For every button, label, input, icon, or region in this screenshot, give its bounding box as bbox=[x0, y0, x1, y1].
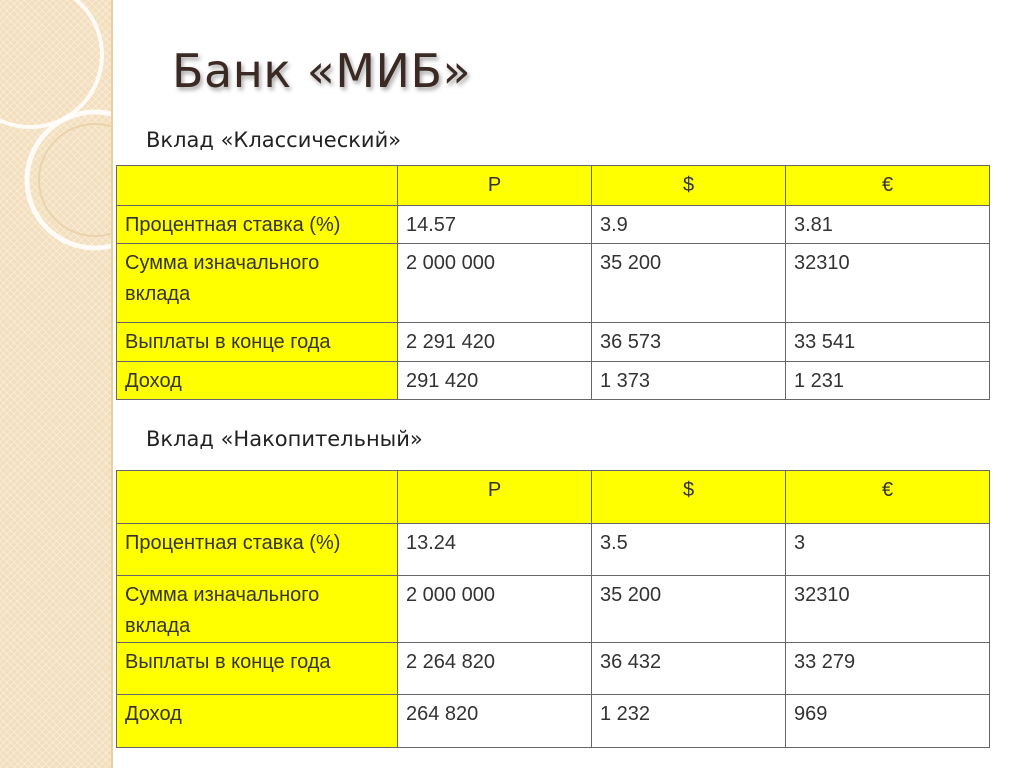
row-label: Процентная ставка (%) bbox=[117, 524, 398, 576]
cell-value: 2 000 000 bbox=[398, 576, 592, 643]
cell-value: 35 200 bbox=[592, 576, 786, 643]
currency-eur-header: € bbox=[786, 166, 990, 206]
cell-value: 291 420 bbox=[398, 362, 592, 400]
decorative-circles bbox=[0, 0, 113, 260]
page-title: Банк «МИБ» bbox=[172, 44, 472, 98]
cell-value: 3.9 bbox=[592, 206, 786, 244]
currency-usd-header: $ bbox=[592, 471, 786, 524]
deposit-table-savings bbox=[116, 470, 990, 748]
deposit-title-classic: Вклад «Классический» bbox=[146, 128, 402, 152]
cell-value: 13.24 bbox=[398, 524, 592, 576]
cell-value: 3 bbox=[786, 524, 990, 576]
cell-value: 264 820 bbox=[398, 695, 592, 748]
cell-value: 14.57 bbox=[398, 206, 592, 244]
row-label: Процентная ставка (%) bbox=[117, 206, 398, 244]
table-header-row bbox=[117, 471, 990, 524]
cell-value: 2 291 420 bbox=[398, 323, 592, 362]
cell-value: 2 000 000 bbox=[398, 244, 592, 323]
cell-value: 3.81 bbox=[786, 206, 990, 244]
currency-usd-header: $ bbox=[592, 166, 786, 206]
table-row bbox=[117, 524, 990, 576]
cell-value: 969 bbox=[786, 695, 990, 748]
cell-value: 32310 bbox=[786, 244, 990, 323]
header-corner-cell bbox=[117, 471, 398, 524]
row-label: Выплаты в конце года bbox=[117, 643, 398, 695]
cell-value: 36 432 bbox=[592, 643, 786, 695]
row-label: Выплаты в конце года bbox=[117, 323, 398, 362]
table-header-row bbox=[117, 166, 990, 206]
row-label: Доход bbox=[117, 362, 398, 400]
cell-value: 2 264 820 bbox=[398, 643, 592, 695]
table-row bbox=[117, 576, 990, 643]
decorative-side-band bbox=[0, 0, 113, 768]
cell-value: 1 373 bbox=[592, 362, 786, 400]
cell-value: 32310 bbox=[786, 576, 990, 643]
cell-value: 3.5 bbox=[592, 524, 786, 576]
table-row bbox=[117, 323, 990, 362]
table-row bbox=[117, 362, 990, 400]
table-row bbox=[117, 643, 990, 695]
row-label: Доход bbox=[117, 695, 398, 748]
row-label: Сумма изначального вклада bbox=[117, 244, 398, 323]
deposit-title-savings: Вклад «Накопительный» bbox=[146, 427, 423, 451]
table-row bbox=[117, 695, 990, 748]
currency-rub-header: Р bbox=[398, 471, 592, 524]
cell-value: 1 231 bbox=[786, 362, 990, 400]
header-corner-cell bbox=[117, 166, 398, 206]
table-row bbox=[117, 244, 990, 323]
cell-value: 33 279 bbox=[786, 643, 990, 695]
table-row bbox=[117, 206, 990, 244]
cell-value: 1 232 bbox=[592, 695, 786, 748]
deposit-table-classic bbox=[116, 165, 990, 400]
cell-value: 35 200 bbox=[592, 244, 786, 323]
cell-value: 36 573 bbox=[592, 323, 786, 362]
currency-eur-header: € bbox=[786, 471, 990, 524]
row-label: Сумма изначального вклада bbox=[117, 576, 398, 643]
cell-value: 33 541 bbox=[786, 323, 990, 362]
currency-rub-header: Р bbox=[398, 166, 592, 206]
